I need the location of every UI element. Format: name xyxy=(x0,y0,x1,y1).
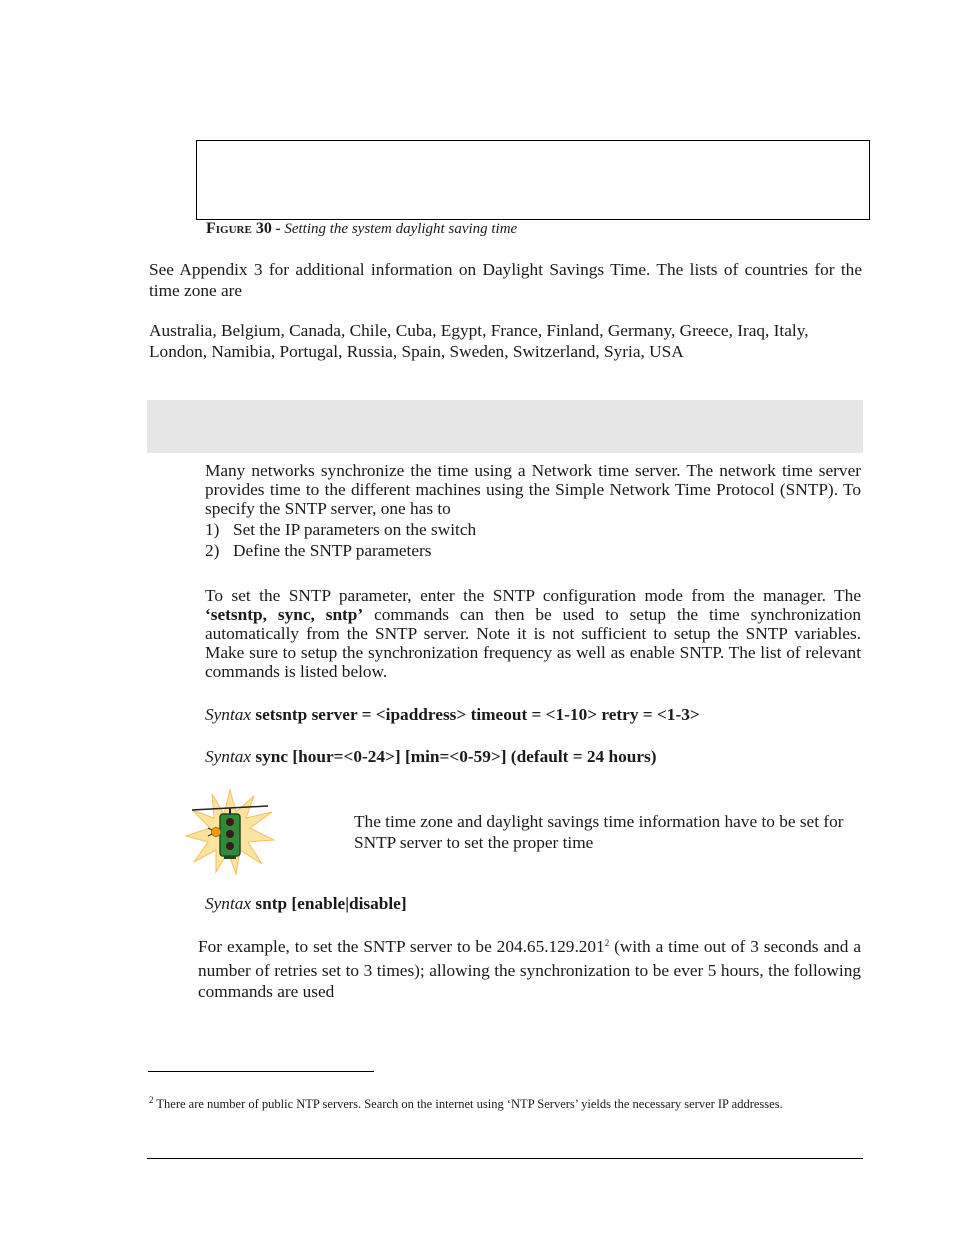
sntp-config-paragraph xyxy=(205,586,861,681)
page-footer-rule xyxy=(147,1158,863,1159)
note-text: The time zone and daylight savings time information have to be set for SNTP server to set the proper time xyxy=(354,812,844,852)
list-item-number: 1) xyxy=(205,520,220,539)
countries-paragraph: Australia, Belgium, Canada, Chile, Cuba, Egypt, France, Finland, Germany, Greece, Iraq, Italy, London, Namibia, Portugal, Russia, Spain, Sweden, Switzerland, Syria, USA xyxy=(149,321,809,361)
syntax-command: sntp [enable|disable] xyxy=(255,894,407,913)
section-heading-band xyxy=(147,400,863,453)
appendix-paragraph: See Appendix 3 for additional information on Daylight Savings Time. The lists of countries for the time zone are xyxy=(149,260,862,300)
sntp-config-text-1: To set the SNTP parameter, enter the SNTP configuration mode from the manager. The xyxy=(205,586,861,605)
figure-frame xyxy=(196,140,870,220)
example-text-1: For example, to set the SNTP server to be 204.65.129.201 xyxy=(198,937,605,956)
list-item xyxy=(205,541,432,561)
footnote-text: There are number of public NTP servers. Search on the internet using ‘NTP Servers’ yields the necessary server IP addresses. xyxy=(153,1097,783,1111)
sntp-config-text-2: commands can then be used to setup the time synchronization automatically from the SNTP server. Note it is not sufficient to setup the SNTP variables. Make sure to setup the synchronization frequency as well as enable SNTP. The list of relevant commands is listed below. xyxy=(205,605,861,681)
syntax-command: sync [hour=<0-24>] [min=<0-59>] (default = 24 hours) xyxy=(255,747,657,766)
syntax-label: Syntax xyxy=(205,705,252,724)
syntax-line-sntp xyxy=(205,894,407,914)
list-item-text: Set the IP parameters on the switch xyxy=(233,520,477,539)
footnote-divider xyxy=(148,1071,374,1072)
syntax-label: Syntax xyxy=(205,747,252,766)
syntax-label: Syntax xyxy=(205,894,252,913)
list-item-number: 2) xyxy=(205,541,220,560)
syntax-line-sync xyxy=(205,747,657,767)
syntax-command: setsntp server = <ipaddress> timeout = <1-10> retry = <1-3> xyxy=(255,705,700,724)
syntax-line-setsntp xyxy=(205,705,700,725)
example-paragraph xyxy=(198,936,861,1002)
figure-caption-text: Setting the system daylight saving time xyxy=(284,221,518,237)
traffic-light-icon xyxy=(184,788,276,876)
example-text-2: (with a time out of 3 seconds and a number of retries set to 3 times); allowing the synchronization to be ever 5 hours, the following commands are used xyxy=(198,937,862,1001)
figure-label: Figure 30 xyxy=(206,220,272,237)
list-item xyxy=(205,520,477,540)
footnote xyxy=(149,1097,783,1112)
footnote-number: 2 xyxy=(149,1095,154,1105)
sntp-intro-paragraph: Many networks synchronize the time using a Network time server. The network time server provides time to the different machines using the Simple Network Time Protocol (SNTP). To specify the SNTP server, one has to xyxy=(205,461,861,518)
figure-caption xyxy=(206,220,517,238)
list-item-text: Define the SNTP parameters xyxy=(233,541,432,560)
footnote-reference: 2 xyxy=(604,938,610,948)
figure-separator: - xyxy=(275,221,281,237)
sntp-config-commands: ‘setsntp, sync, sntp’ xyxy=(205,605,364,624)
